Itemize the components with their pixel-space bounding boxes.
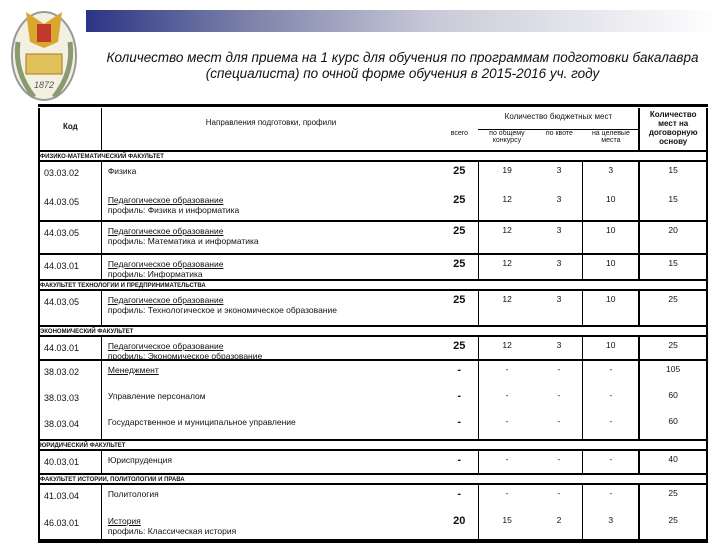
table-row-group [40, 162, 706, 222]
column-direction [102, 291, 441, 325]
column-direction [102, 337, 441, 359]
program-code: 41.03.04 [44, 491, 80, 501]
section-header: ФАКУЛЬТЕТ ИСТОРИИ, ПОЛИТОЛОГИИ И ПРАВА [40, 475, 706, 485]
program-code: 44.03.05 [44, 197, 80, 207]
cell-target [583, 413, 638, 439]
column-quota [536, 451, 584, 473]
value-general: 12 [502, 258, 512, 268]
cell-total [441, 413, 478, 439]
column-target [583, 162, 640, 220]
column-total [441, 337, 479, 359]
cell-code [40, 413, 101, 439]
column-direction [102, 485, 441, 539]
cell-total [441, 222, 478, 253]
value-general: - [505, 364, 509, 374]
cell-target [583, 387, 638, 413]
cell-direction [102, 255, 441, 279]
direction-text: Педагогическое образование [107, 195, 224, 205]
column-quota [536, 291, 584, 325]
cell-code [40, 291, 101, 325]
cell-quota [536, 191, 583, 220]
cell-code [40, 361, 101, 387]
column-quota [536, 361, 584, 439]
program-name [102, 413, 296, 427]
cell-contract [640, 413, 706, 439]
program-code: 46.03.01 [44, 518, 80, 528]
value-total: 25 [453, 340, 466, 352]
value-quota: - [557, 364, 561, 374]
cell-contract [640, 191, 706, 220]
column-target [583, 361, 640, 439]
value-total: 20 [453, 515, 466, 527]
cell-direction [102, 191, 441, 220]
cell-general [479, 162, 536, 191]
program-code: 44.03.05 [44, 228, 80, 238]
program-code: 03.03.02 [44, 168, 80, 178]
cell-general [479, 485, 536, 512]
program-code: 38.03.02 [44, 367, 80, 377]
column-code [40, 485, 102, 539]
cell-code [40, 387, 101, 413]
cell-target [583, 485, 638, 512]
value-quota: - [557, 390, 561, 400]
cell-direction [102, 361, 441, 387]
column-quota [536, 485, 584, 539]
cell-direction [102, 451, 441, 473]
title-line-2: (специалиста) по очной форме обучения в 2015-2016 уч. году [205, 66, 600, 81]
header-direction: Направления подготовки, профили [205, 118, 337, 127]
cell-code [40, 337, 101, 359]
column-quota [536, 255, 584, 279]
cell-contract [640, 291, 706, 325]
column-total [441, 162, 479, 220]
cell-target [583, 222, 638, 253]
column-code [40, 162, 102, 220]
value-total: 25 [453, 225, 466, 237]
cell-contract [640, 485, 706, 512]
value-total: 25 [453, 165, 466, 177]
university-logo [4, 2, 84, 104]
column-contract [640, 291, 706, 325]
column-code [40, 337, 102, 359]
profile-text: профиль: Технологическое и экономическое образование [107, 305, 337, 315]
cell-general [479, 413, 536, 439]
column-target [583, 337, 640, 359]
program-name [102, 512, 236, 536]
value-total: 25 [453, 294, 466, 306]
cell-target [583, 255, 638, 279]
value-contract: 20 [668, 225, 678, 235]
column-quota [536, 162, 584, 220]
cell-total [441, 387, 478, 413]
value-general: - [505, 416, 509, 426]
value-target: - [609, 416, 613, 426]
direction-text: Юриспруденция [107, 455, 172, 465]
cell-contract [640, 337, 706, 359]
cell-code [40, 162, 101, 191]
column-code [40, 291, 102, 325]
value-target: 10 [606, 340, 616, 350]
value-general: 12 [502, 340, 512, 350]
top-rule [38, 104, 708, 107]
cell-total [441, 291, 478, 325]
program-name [102, 162, 137, 176]
direction-text: Педагогическое образование [107, 295, 224, 305]
value-target: 10 [606, 294, 616, 304]
program-name [102, 337, 262, 361]
value-target: 3 [608, 165, 614, 175]
profile-text: профиль: Экономическое образование [107, 351, 263, 361]
program-code: 44.03.01 [44, 343, 80, 353]
cell-quota [536, 387, 583, 413]
header-target: на целевые места [591, 130, 630, 144]
cell-general [479, 387, 536, 413]
value-general: - [505, 390, 509, 400]
value-total: 25 [453, 194, 466, 206]
column-general [479, 451, 536, 473]
cell-contract [640, 387, 706, 413]
program-code: 38.03.04 [44, 419, 80, 429]
column-total [441, 222, 479, 253]
cell-quota [536, 485, 583, 512]
direction-text: Управление персоналом [107, 391, 206, 401]
header-quota: по квоте [545, 130, 573, 137]
value-general: 15 [502, 515, 512, 525]
cell-target [583, 162, 638, 191]
value-quota: - [557, 454, 561, 464]
cell-general [479, 361, 536, 387]
value-target: 10 [606, 194, 616, 204]
value-quota: 3 [556, 194, 562, 204]
cell-total [441, 361, 478, 387]
header-general: по общему конкурсу [489, 130, 525, 144]
column-general [479, 162, 536, 220]
direction-text: Педагогическое образование [107, 341, 224, 351]
cell-target [583, 291, 638, 325]
cell-contract [640, 222, 706, 253]
value-quota: 2 [556, 515, 562, 525]
value-general: 12 [502, 225, 512, 235]
cell-general [479, 512, 536, 539]
column-total [441, 255, 479, 279]
cell-direction [102, 337, 441, 361]
column-contract [640, 361, 706, 439]
section-header: ЮРИДИЧЕСКИЙ ФАКУЛЬТЕТ [40, 441, 706, 451]
header-budget: Количество бюджетных мест [478, 108, 638, 130]
cell-code [40, 191, 101, 220]
cell-target [583, 451, 638, 473]
direction-text: История [107, 516, 141, 526]
profile-text: профиль: Математика и информатика [107, 236, 259, 246]
table-row-group [40, 485, 706, 541]
column-code [40, 255, 102, 279]
value-contract: 25 [668, 294, 678, 304]
profile-text: профиль: Информатика [107, 269, 203, 279]
cell-direction [102, 485, 441, 512]
column-code [40, 222, 102, 253]
value-general: 12 [502, 294, 512, 304]
column-total [441, 361, 479, 439]
section-header: ФАКУЛЬТЕТ ТЕХНОЛОГИИ И ПРЕДПРИНИМАТЕЛЬСТВА [40, 281, 706, 291]
cell-target [583, 191, 638, 220]
cell-target [583, 361, 638, 387]
header-total: всего [450, 130, 469, 137]
cell-target [583, 337, 638, 359]
section-header: ЭКОНОМИЧЕСКИЙ ФАКУЛЬТЕТ [40, 327, 706, 337]
cell-quota [536, 162, 583, 191]
program-code: 44.03.05 [44, 297, 80, 307]
value-quota: 3 [556, 340, 562, 350]
cell-total [441, 451, 478, 473]
value-total: - [457, 488, 462, 500]
program-name [102, 191, 239, 215]
value-total: - [457, 416, 462, 428]
cell-code [40, 222, 101, 253]
column-quota [536, 337, 584, 359]
cell-total [441, 485, 478, 512]
value-contract: 25 [668, 340, 678, 350]
direction-text: Менеджмент [107, 365, 159, 375]
cell-direction [102, 222, 441, 253]
header-contract: Количество мест на договорную основу [648, 110, 698, 146]
cell-quota [536, 337, 583, 359]
cell-direction [102, 291, 441, 325]
value-quota: 3 [556, 225, 562, 235]
cell-total [441, 255, 478, 279]
table-row-group [40, 291, 706, 327]
program-code: 44.03.01 [44, 261, 80, 271]
column-general [479, 255, 536, 279]
value-contract: 15 [668, 194, 678, 204]
table-row-group [40, 337, 706, 361]
table-header [40, 108, 706, 152]
value-general: 12 [502, 194, 512, 204]
value-contract: 15 [668, 258, 678, 268]
cell-direction [102, 162, 441, 191]
column-contract [640, 162, 706, 220]
cell-code [40, 485, 101, 512]
column-code [40, 451, 102, 473]
cell-contract [640, 361, 706, 387]
value-contract: 60 [668, 390, 678, 400]
column-target [583, 222, 640, 253]
column-contract [640, 485, 706, 539]
value-target: - [609, 390, 613, 400]
value-contract: 25 [668, 488, 678, 498]
cell-quota [536, 413, 583, 439]
value-target: - [609, 488, 613, 498]
column-general [479, 291, 536, 325]
program-name [102, 255, 224, 279]
program-name [102, 485, 159, 499]
direction-text: Политология [107, 489, 159, 499]
cell-contract [640, 162, 706, 191]
value-target: 10 [606, 225, 616, 235]
profile-text: профиль: Классическая история [107, 526, 237, 536]
column-contract [640, 255, 706, 279]
cell-code [40, 451, 101, 473]
cell-total [441, 337, 478, 359]
column-total [441, 451, 479, 473]
column-contract [640, 222, 706, 253]
column-target [583, 485, 640, 539]
cell-general [479, 222, 536, 253]
value-contract: 15 [668, 165, 678, 175]
table-row-group [40, 361, 706, 441]
direction-text: Педагогическое образование [107, 259, 224, 269]
cell-total [441, 191, 478, 220]
value-target: 3 [608, 515, 614, 525]
column-quota [536, 222, 584, 253]
cell-direction [102, 512, 441, 539]
program-code: 40.03.01 [44, 457, 80, 467]
column-general [479, 361, 536, 439]
value-contract: 40 [668, 454, 678, 464]
column-direction [102, 162, 441, 220]
column-general [479, 337, 536, 359]
column-code [40, 361, 102, 439]
table-row-group [40, 451, 706, 475]
svg-text:1872: 1872 [33, 80, 55, 90]
cell-quota [536, 451, 583, 473]
program-name [102, 222, 259, 246]
cell-code [40, 512, 101, 539]
value-quota: - [557, 488, 561, 498]
header-code: Код [40, 108, 102, 150]
value-quota: - [557, 416, 561, 426]
value-general: 19 [502, 165, 512, 175]
direction-text: Государственное и муниципальное управление [107, 417, 296, 427]
value-contract: 105 [665, 364, 681, 374]
value-target: - [609, 454, 613, 464]
value-target: - [609, 364, 613, 374]
value-quota: 3 [556, 258, 562, 268]
cell-quota [536, 361, 583, 387]
column-direction [102, 451, 441, 473]
cell-total [441, 162, 478, 191]
value-quota: 3 [556, 294, 562, 304]
title-line-1: Количество мест для приема на 1 курс для обучения по программам подготовки бакалавра [106, 50, 699, 65]
program-name [102, 451, 172, 465]
program-name [102, 387, 206, 401]
value-general: - [505, 454, 509, 464]
cell-total [441, 512, 478, 539]
table-row-group [40, 255, 706, 281]
cell-general [479, 291, 536, 325]
cell-general [479, 451, 536, 473]
column-direction [102, 222, 441, 253]
cell-quota [536, 222, 583, 253]
program-code: 38.03.03 [44, 393, 80, 403]
column-total [441, 291, 479, 325]
value-total: - [457, 390, 462, 402]
section-header: ФИЗИКО-МАТЕМАТИЧЕСКИЙ ФАКУЛЬТЕТ [40, 152, 706, 162]
column-general [479, 222, 536, 253]
cell-code [40, 255, 101, 279]
column-contract [640, 451, 706, 473]
value-total: - [457, 364, 462, 376]
column-target [583, 255, 640, 279]
value-contract: 25 [668, 515, 678, 525]
cell-general [479, 337, 536, 359]
cell-direction [102, 387, 441, 413]
table-row-group [40, 222, 706, 255]
column-total [441, 485, 479, 539]
value-general: - [505, 488, 509, 498]
column-direction [102, 361, 441, 439]
header-gradient-bar [86, 10, 720, 32]
cell-direction [102, 413, 441, 439]
column-direction [102, 255, 441, 279]
profile-text: профиль: Физика и информатика [107, 205, 240, 215]
value-quota: 3 [556, 165, 562, 175]
page-title [90, 50, 715, 82]
value-contract: 60 [668, 416, 678, 426]
admission-table [38, 108, 708, 543]
cell-general [479, 191, 536, 220]
cell-general [479, 255, 536, 279]
column-general [479, 485, 536, 539]
cell-contract [640, 451, 706, 473]
direction-text: Педагогическое образование [107, 226, 224, 236]
column-target [583, 291, 640, 325]
column-contract [640, 337, 706, 359]
cell-contract [640, 512, 706, 539]
cell-target [583, 512, 638, 539]
program-name [102, 291, 337, 315]
direction-text: Физика [107, 166, 137, 176]
cell-quota [536, 291, 583, 325]
value-total: 25 [453, 258, 466, 270]
cell-contract [640, 255, 706, 279]
value-total: - [457, 454, 462, 466]
program-name [102, 361, 159, 375]
column-target [583, 451, 640, 473]
cell-quota [536, 512, 583, 539]
value-target: 10 [606, 258, 616, 268]
cell-quota [536, 255, 583, 279]
